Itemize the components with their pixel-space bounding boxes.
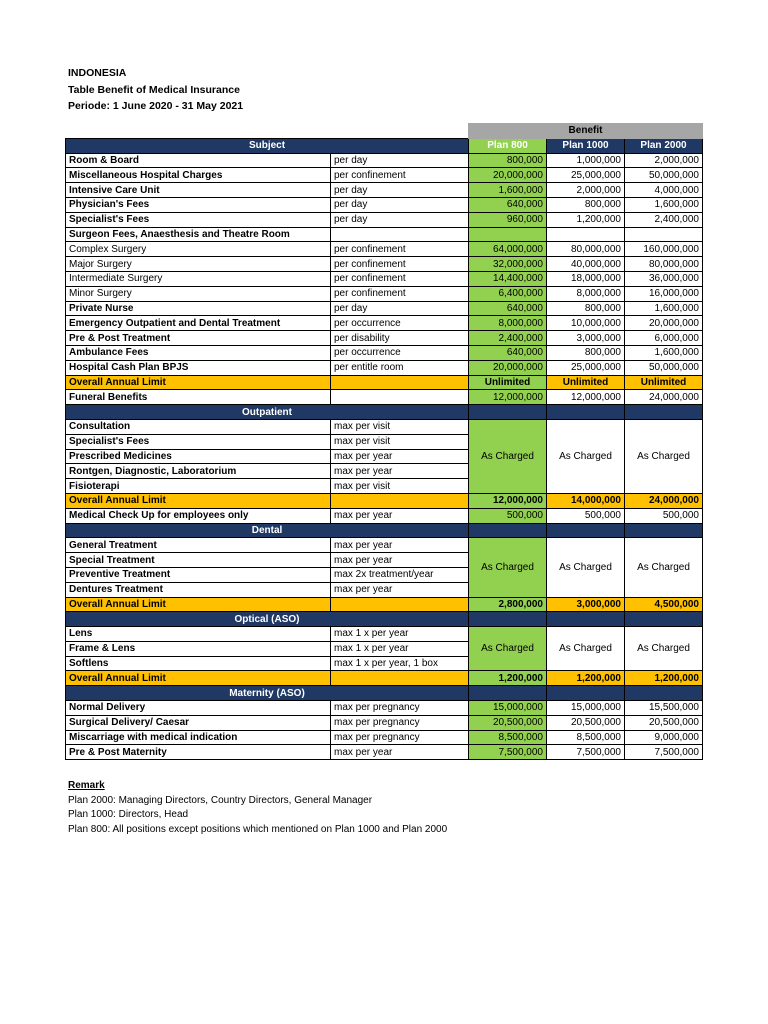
subject-cell: Normal Delivery [66, 701, 331, 716]
table-row [66, 168, 703, 183]
unit-cell: per confinement [331, 168, 469, 183]
annual-limit-label: Overall Annual Limit [66, 597, 331, 612]
plan-2000-value: 15,500,000 [625, 701, 703, 716]
plan-2000-value: As Charged [625, 419, 703, 493]
subject-cell: Surgeon Fees, Anaesthesis and Theatre Room [66, 227, 331, 242]
plan-800-value: 500,000 [469, 508, 547, 523]
plan-1000-value: 1,000,000 [547, 153, 625, 168]
plan-800-value: 2,400,000 [469, 331, 547, 346]
subject-cell: Ambulance Fees [66, 345, 331, 360]
unit-cell [331, 227, 469, 242]
subject-cell: Pre & Post Treatment [66, 331, 331, 346]
plan-800-value: 14,400,000 [469, 271, 547, 286]
unit-cell: per occurrence [331, 345, 469, 360]
table-row [66, 419, 703, 434]
remark-title: Remark [68, 780, 105, 791]
subject-cell: Intermediate Surgery [66, 271, 331, 286]
plan-2000-value: 50,000,000 [625, 168, 703, 183]
subject-cell: Complex Surgery [66, 242, 331, 257]
plan-2000-value: 2,400,000 [625, 212, 703, 227]
plan-2000-value: 6,000,000 [625, 331, 703, 346]
unit-cell: max per year [331, 449, 469, 464]
plan-1000-value: As Charged [547, 538, 625, 597]
section-spacer [625, 523, 703, 538]
annual-limit-row [66, 493, 703, 508]
subject-cell: Minor Surgery [66, 286, 331, 301]
plan-1000-limit: 14,000,000 [547, 493, 625, 508]
subject-cell: General Treatment [66, 538, 331, 553]
table-row [66, 183, 703, 198]
plan-800-value: 800,000 [469, 153, 547, 168]
subject-cell: Funeral Benefits [66, 390, 331, 405]
table-row [66, 701, 703, 716]
plan-1000-value: 80,000,000 [547, 242, 625, 257]
section-spacer [547, 405, 625, 420]
section-spacer [547, 686, 625, 701]
plan-2000-value: 80,000,000 [625, 257, 703, 272]
subject-cell: Private Nurse [66, 301, 331, 316]
unit-cell: max 1 x per year [331, 641, 469, 656]
unit-cell: per confinement [331, 242, 469, 257]
blank-cell [331, 124, 469, 139]
plan-1000-value: 800,000 [547, 197, 625, 212]
section-spacer [469, 612, 547, 627]
unit-cell: per entitle room [331, 360, 469, 375]
subject-cell: Medical Check Up for employees only [66, 508, 331, 523]
plan-1000-value: 8,000,000 [547, 286, 625, 301]
plan-2000-limit: Unlimited [625, 375, 703, 390]
plan-1000-value: As Charged [547, 627, 625, 671]
plan-2000-value: 1,600,000 [625, 345, 703, 360]
subject-cell: Miscellaneous Hospital Charges [66, 168, 331, 183]
table-row [66, 212, 703, 227]
plan-800-value: 7,500,000 [469, 745, 547, 760]
plan-800-value: 640,000 [469, 301, 547, 316]
plan-2000-limit: 1,200,000 [625, 671, 703, 686]
unit-cell: max per year [331, 464, 469, 479]
plan-2000-value: 16,000,000 [625, 286, 703, 301]
plan-2000-value: 20,500,000 [625, 715, 703, 730]
plan-800-value: As Charged [469, 627, 547, 671]
subject-cell: Major Surgery [66, 257, 331, 272]
table-row [66, 730, 703, 745]
plan-2000-limit: 24,000,000 [625, 493, 703, 508]
plan-1000-value: 8,500,000 [547, 730, 625, 745]
section-optical [66, 612, 703, 627]
plan-800-value: 8,000,000 [469, 316, 547, 331]
subject-cell: Specialist's Fees [66, 212, 331, 227]
table-row [66, 390, 703, 405]
plan-2000-header: Plan 2000 [625, 138, 703, 153]
table-row [66, 538, 703, 553]
table-row [66, 316, 703, 331]
plan-800-value: As Charged [469, 419, 547, 493]
unit-cell: max per pregnancy [331, 715, 469, 730]
unit-cell: per confinement [331, 286, 469, 301]
section-title: Dental [66, 523, 469, 538]
plan-1000-limit: 3,000,000 [547, 597, 625, 612]
unit-cell: max per pregnancy [331, 701, 469, 716]
unit-cell: max per visit [331, 434, 469, 449]
plan-800-value: 15,000,000 [469, 701, 547, 716]
unit-cell: max per pregnancy [331, 730, 469, 745]
unit-cell: per day [331, 301, 469, 316]
remark-line: Plan 800: All positions except positions which mentioned on Plan 1000 and Plan 2000 [68, 823, 448, 835]
remark-line: Plan 2000: Managing Directors, Country Directors, General Manager [68, 794, 373, 806]
annual-limit-row [66, 671, 703, 686]
section-title: Optical (ASO) [66, 612, 469, 627]
plan-2000-value: 1,600,000 [625, 197, 703, 212]
benefit-header: Benefit [469, 124, 703, 139]
annual-limit-label: Overall Annual Limit [66, 375, 331, 390]
unit-cell: max per visit [331, 419, 469, 434]
plan-2000-value: 20,000,000 [625, 316, 703, 331]
section-title: Outpatient [66, 405, 469, 420]
subject-cell: Specialist's Fees [66, 434, 331, 449]
plan-800-value: 32,000,000 [469, 257, 547, 272]
section-spacer [469, 523, 547, 538]
blank-cell [66, 124, 331, 139]
plan-800-value: 6,400,000 [469, 286, 547, 301]
plan-1000-value: As Charged [547, 419, 625, 493]
plan-1000-value: 2,000,000 [547, 183, 625, 198]
unit-cell [331, 493, 469, 508]
plan-1000-value: 800,000 [547, 301, 625, 316]
subject-cell: Rontgen, Diagnostic, Laboratorium [66, 464, 331, 479]
plan-800-limit: 1,200,000 [469, 671, 547, 686]
unit-cell [331, 375, 469, 390]
subject-cell: Pre & Post Maternity [66, 745, 331, 760]
plan-1000-value: 20,500,000 [547, 715, 625, 730]
section-dental [66, 523, 703, 538]
plan-800-limit: 2,800,000 [469, 597, 547, 612]
table-row [66, 257, 703, 272]
plan-800-header: Plan 800 [469, 138, 547, 153]
section-spacer [625, 612, 703, 627]
plan-800-value: 64,000,000 [469, 242, 547, 257]
document-title: Table Benefit of Medical Insurance [68, 84, 240, 96]
table-row [66, 271, 703, 286]
plan-2000-value: 2,000,000 [625, 153, 703, 168]
annual-limit-row [66, 375, 703, 390]
section-spacer [469, 405, 547, 420]
plan-800-value: 640,000 [469, 345, 547, 360]
plan-2000-value: 9,000,000 [625, 730, 703, 745]
subject-cell: Physician's Fees [66, 197, 331, 212]
unit-cell [331, 390, 469, 405]
unit-cell: per occurrence [331, 316, 469, 331]
unit-cell: max per year [331, 553, 469, 568]
plan-1000-value: 15,000,000 [547, 701, 625, 716]
unit-cell: per day [331, 183, 469, 198]
plan-800-value: 12,000,000 [469, 390, 547, 405]
plan-2000-value: 24,000,000 [625, 390, 703, 405]
section-spacer [469, 686, 547, 701]
subject-cell: Lens [66, 627, 331, 642]
plan-2000-limit: 4,500,000 [625, 597, 703, 612]
plan-800-value: 640,000 [469, 197, 547, 212]
unit-cell: per day [331, 212, 469, 227]
plan-1000-value: 3,000,000 [547, 331, 625, 346]
plan-1000-value: 40,000,000 [547, 257, 625, 272]
unit-cell: max 1 x per year [331, 627, 469, 642]
subject-cell: Dentures Treatment [66, 582, 331, 597]
remark-section [68, 779, 447, 837]
unit-cell: max per year [331, 745, 469, 760]
subject-cell: Room & Board [66, 153, 331, 168]
table-row [66, 360, 703, 375]
plan-800-value: 1,600,000 [469, 183, 547, 198]
plan-800-value: 20,500,000 [469, 715, 547, 730]
table-row [66, 715, 703, 730]
plan-2000-value: 7,500,000 [625, 745, 703, 760]
unit-cell: max per year [331, 508, 469, 523]
section-spacer [625, 405, 703, 420]
unit-cell [331, 671, 469, 686]
section-maternity [66, 686, 703, 701]
subject-cell: Hospital Cash Plan BPJS [66, 360, 331, 375]
annual-limit-label: Overall Annual Limit [66, 671, 331, 686]
section-spacer [625, 686, 703, 701]
plan-800-value [469, 227, 547, 242]
unit-cell: max 2x treatment/year [331, 567, 469, 582]
country-heading: INDONESIA [68, 67, 127, 79]
section-title: Maternity (ASO) [66, 686, 469, 701]
subject-cell: Intensive Care Unit [66, 183, 331, 198]
subject-cell: Preventive Treatment [66, 567, 331, 582]
table-row [66, 301, 703, 316]
plan-1000-value [547, 227, 625, 242]
unit-cell [331, 597, 469, 612]
subject-header: Subject [66, 138, 469, 153]
subject-cell: Fisioterapi [66, 479, 331, 494]
plan-800-value: 8,500,000 [469, 730, 547, 745]
plan-1000-value: 10,000,000 [547, 316, 625, 331]
plan-2000-value: As Charged [625, 627, 703, 671]
plan-800-value: 20,000,000 [469, 360, 547, 375]
table-row [66, 227, 703, 242]
unit-cell: max per year [331, 582, 469, 597]
subject-cell: Softlens [66, 656, 331, 671]
table-row [66, 627, 703, 642]
plan-2000-value: 500,000 [625, 508, 703, 523]
plan-2000-value: 160,000,000 [625, 242, 703, 257]
benefit-header-row [66, 124, 703, 139]
subject-cell: Emergency Outpatient and Dental Treatment [66, 316, 331, 331]
subject-cell: Prescribed Medicines [66, 449, 331, 464]
section-spacer [547, 612, 625, 627]
annual-limit-row [66, 597, 703, 612]
plan-2000-value [625, 227, 703, 242]
plan-1000-value: 500,000 [547, 508, 625, 523]
plan-1000-value: 800,000 [547, 345, 625, 360]
subject-cell: Miscarriage with medical indication [66, 730, 331, 745]
subject-cell: Frame & Lens [66, 641, 331, 656]
plan-800-limit: 12,000,000 [469, 493, 547, 508]
unit-cell: per confinement [331, 257, 469, 272]
unit-cell: max 1 x per year, 1 box [331, 656, 469, 671]
plan-2000-value: 1,600,000 [625, 301, 703, 316]
plan-1000-value: 18,000,000 [547, 271, 625, 286]
subject-cell: Surgical Delivery/ Caesar [66, 715, 331, 730]
table-row [66, 197, 703, 212]
plan-1000-limit: 1,200,000 [547, 671, 625, 686]
remark-line: Plan 1000: Directors, Head [68, 809, 189, 820]
section-spacer [547, 523, 625, 538]
annual-limit-label: Overall Annual Limit [66, 493, 331, 508]
plan-800-limit: Unlimited [469, 375, 547, 390]
table-row [66, 331, 703, 346]
table-row [66, 345, 703, 360]
unit-cell: per day [331, 197, 469, 212]
plan-1000-value: 25,000,000 [547, 168, 625, 183]
plan-2000-value: 36,000,000 [625, 271, 703, 286]
benefit-table [65, 123, 703, 760]
subject-header-row [66, 138, 703, 153]
plan-2000-value: 4,000,000 [625, 183, 703, 198]
table-row [66, 508, 703, 523]
plan-1000-value: 12,000,000 [547, 390, 625, 405]
table-row [66, 286, 703, 301]
plan-1000-limit: Unlimited [547, 375, 625, 390]
plan-2000-value: As Charged [625, 538, 703, 597]
plan-1000-value: 25,000,000 [547, 360, 625, 375]
plan-800-value: 20,000,000 [469, 168, 547, 183]
plan-800-value: 960,000 [469, 212, 547, 227]
subject-cell: Consultation [66, 419, 331, 434]
plan-800-value: As Charged [469, 538, 547, 597]
unit-cell: per confinement [331, 271, 469, 286]
section-outpatient [66, 405, 703, 420]
table-row [66, 242, 703, 257]
table-row [66, 745, 703, 760]
period-text: Periode: 1 June 2020 - 31 May 2021 [68, 100, 244, 112]
unit-cell: max per year [331, 538, 469, 553]
unit-cell: per day [331, 153, 469, 168]
table-row [66, 153, 703, 168]
plan-1000-value: 7,500,000 [547, 745, 625, 760]
unit-cell: per disability [331, 331, 469, 346]
plan-1000-value: 1,200,000 [547, 212, 625, 227]
unit-cell: max per visit [331, 479, 469, 494]
plan-1000-header: Plan 1000 [547, 138, 625, 153]
subject-cell: Special Treatment [66, 553, 331, 568]
plan-2000-value: 50,000,000 [625, 360, 703, 375]
